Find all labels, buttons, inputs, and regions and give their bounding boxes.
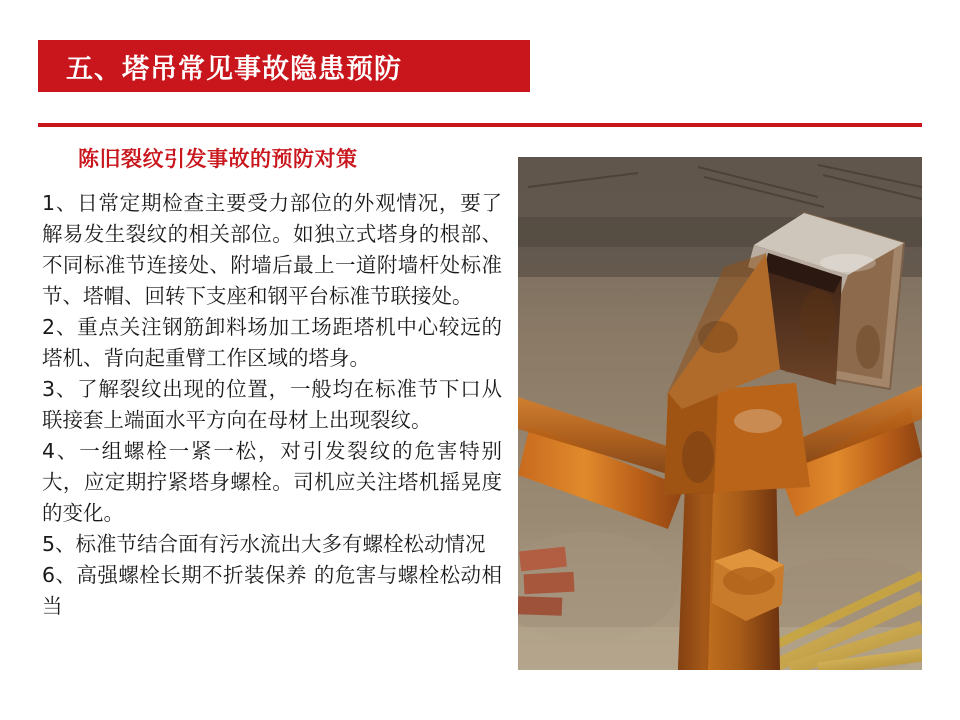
body-paragraph-4: 4、一组螺栓一紧一松，对引发裂纹的危害特别大，应定期拧紧塔身螺栓。司机应关注塔机摇晃度的变化。 <box>42 439 502 525</box>
tower-crane-joint-photo <box>518 157 922 670</box>
body-paragraph-2: 2、重点关注钢筋卸料场加工场距塔机中心较远的塔机、背向起重臂工作区域的塔身。 <box>42 315 502 370</box>
body-paragraph-3: 3、了解裂纹出现的位置，一般均在标准节下口从联接套上端面水平方向在母材上出现裂纹。 <box>42 377 502 432</box>
header-divider <box>38 123 922 127</box>
section-title-banner <box>38 40 530 92</box>
photo-illustration <box>518 157 922 670</box>
body-paragraph-5: 5、标准节结合面有污水流出大多有螺栓松动情况 <box>42 532 486 556</box>
page-title: 五、塔吊常见事故隐患预防 <box>66 53 402 85</box>
body-paragraph-1: 1、日常定期检查主要受力部位的外观情况，要了解易发生裂纹的相关部位。如独立式塔身的根部、不同标准节连接处、附墙后最上一道附墙杆处标准节、塔帽、回转下支座和钢平台标准节联接处。 <box>42 191 502 308</box>
body-paragraph-6: 6、高强螺栓长期不折装保养 的危害与螺栓松动相当 <box>42 563 502 618</box>
body-text <box>42 188 502 622</box>
subtitle: 陈旧裂纹引发事故的预防对策 <box>78 147 358 171</box>
